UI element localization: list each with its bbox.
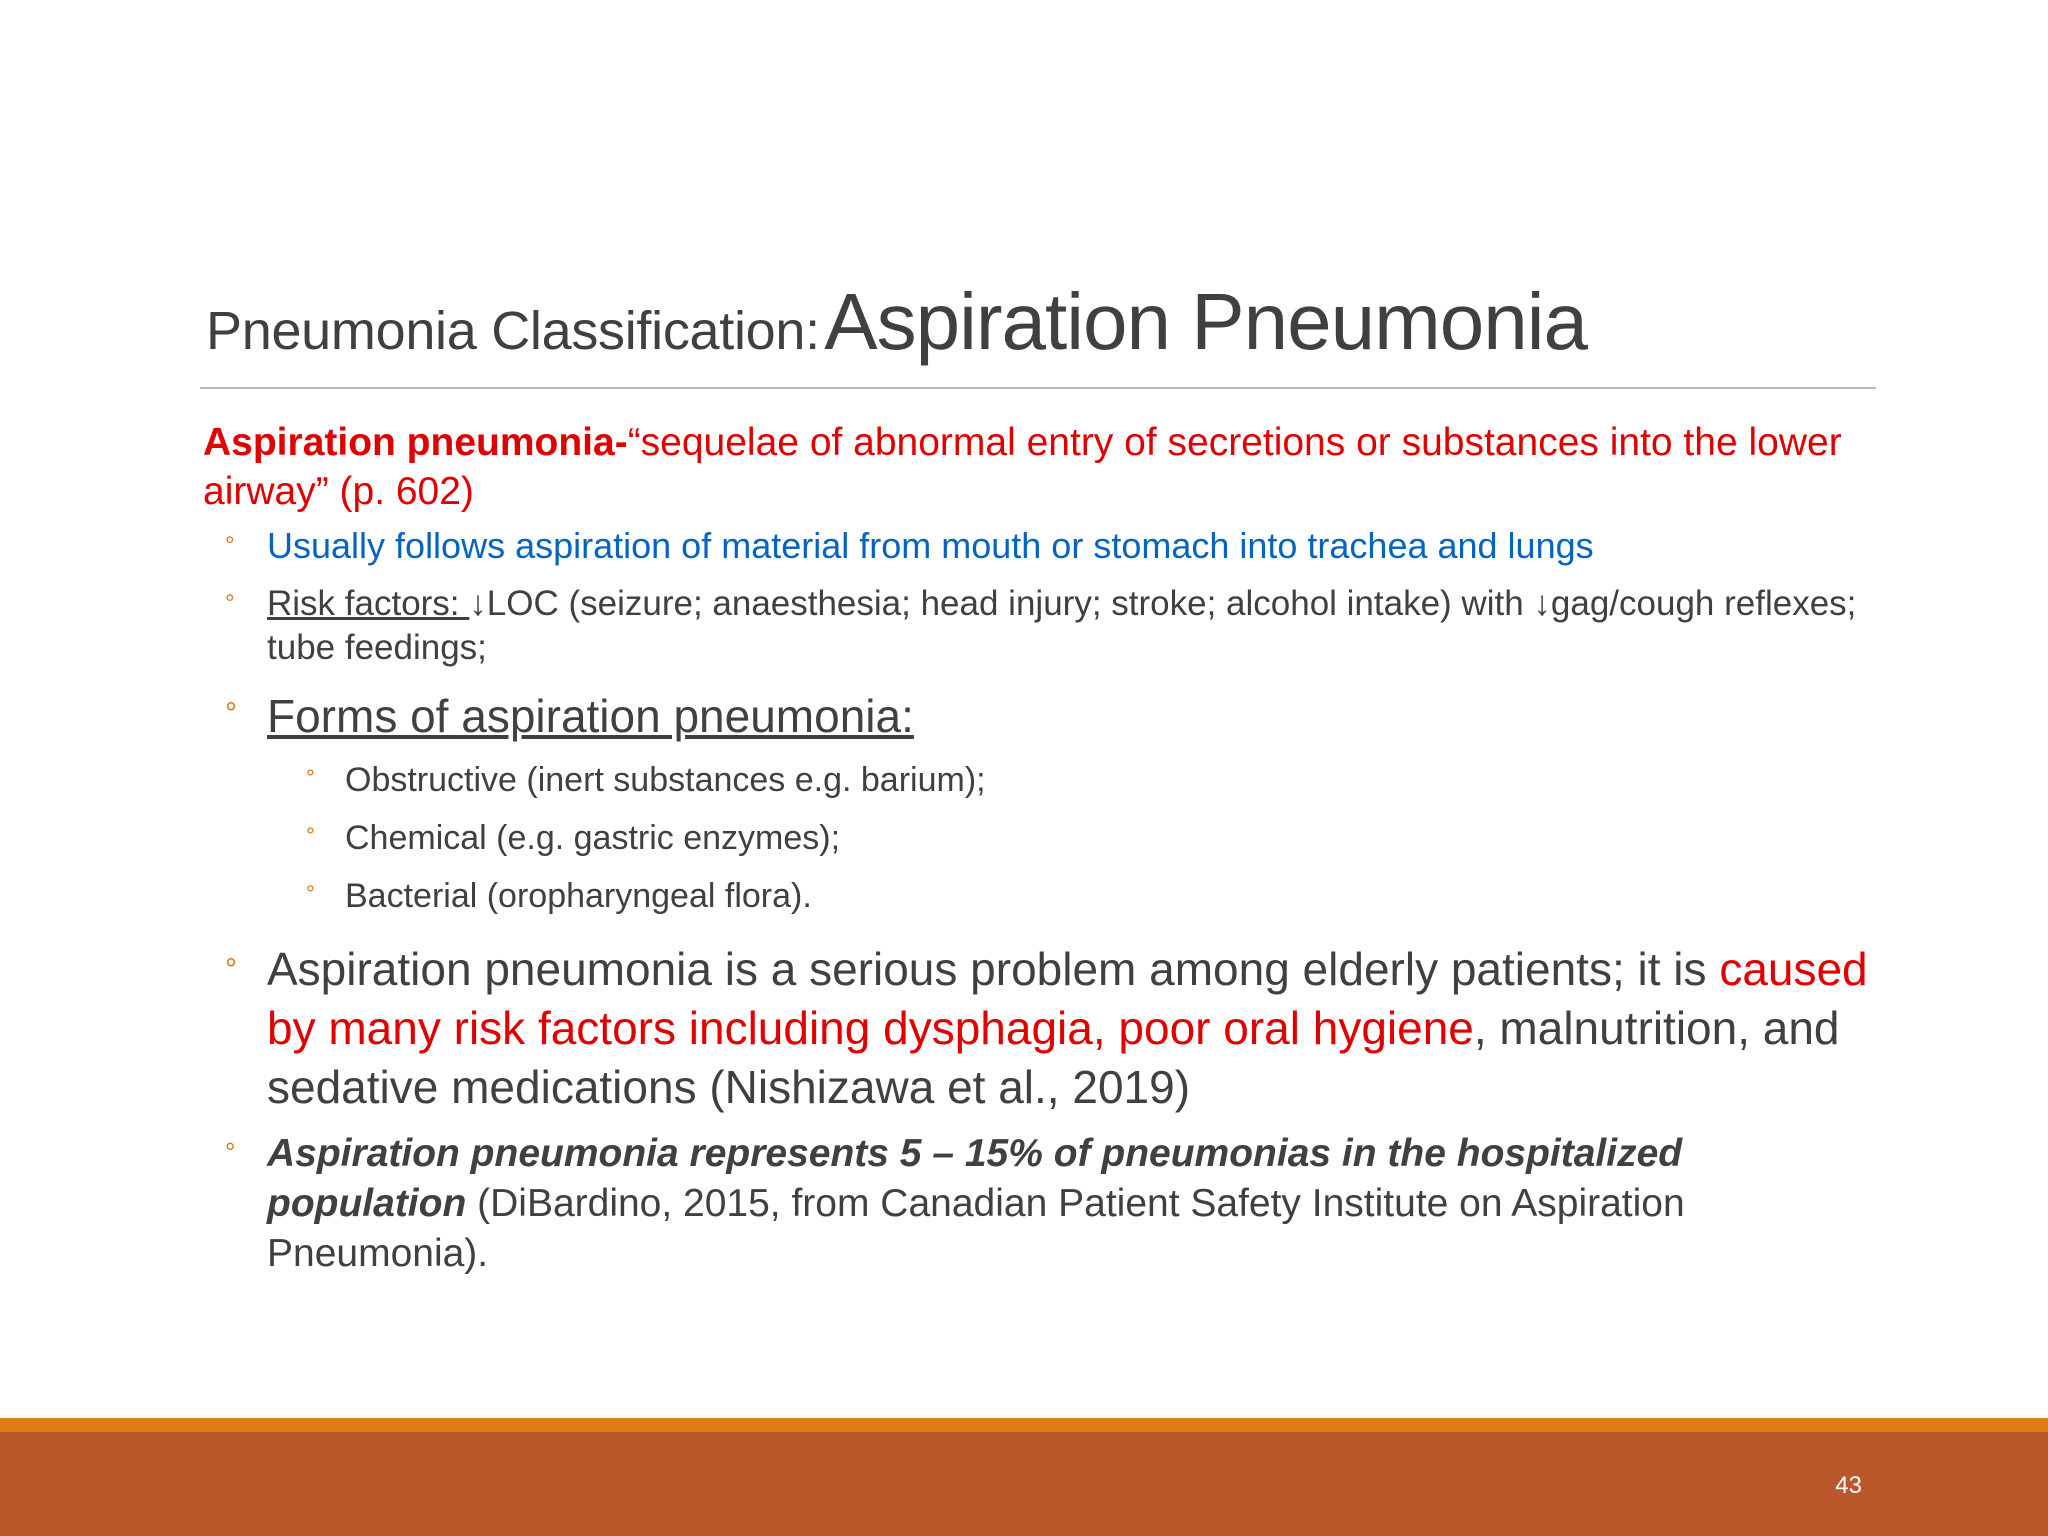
bullet-statistic	[203, 1129, 1883, 1279]
bullet-follows	[203, 524, 1883, 568]
elderly-text-end: , malnutrition, and sedative medications (Nishizawa et al., 2019)	[267, 1002, 1840, 1113]
forms-label: Forms of aspiration pneumonia:	[267, 690, 914, 742]
bullet-icon: °	[225, 590, 235, 617]
bullet-risk-factors	[203, 582, 1883, 670]
title-divider	[200, 387, 1876, 389]
elderly-text-highlight: caused by many risk factors including dysphagia, poor oral hygiene	[267, 943, 1868, 1054]
title-prefix: Pneumonia Classification:	[206, 301, 820, 361]
sub-bullet-chemical	[203, 816, 1883, 860]
definition-term: Aspiration pneumonia-	[203, 421, 628, 464]
elderly-text-start: Aspiration pneumonia is a serious problem among elderly patients; it is	[267, 943, 1720, 995]
sub-bullet-text: Obstructive (inert substances e.g. barium);	[345, 761, 986, 799]
slide-title	[206, 277, 1866, 366]
risk-factors-text: ↓LOC (seizure; anaesthesia; head injury; stroke; alcohol intake) with ↓gag/cough reflexes; tube feedings;	[267, 584, 1857, 667]
footer-accent-line	[0, 1418, 2048, 1432]
sub-bullet-obstructive	[203, 758, 1883, 802]
sub-bullet-text: Chemical (e.g. gastric enzymes);	[345, 819, 841, 857]
slide-body	[203, 418, 1883, 1279]
bullet-icon: °	[225, 532, 235, 559]
statistic-emphasis: Aspiration pneumonia represents 5 – 15% of pneumonias in the hospitalized population	[267, 1132, 1683, 1225]
bullet-forms	[203, 688, 1883, 744]
page-number: 43	[1835, 1472, 1862, 1499]
bullet-list	[203, 524, 1883, 1279]
bullet-icon: °	[225, 953, 237, 986]
title-main: Aspiration Pneumonia	[824, 277, 1587, 366]
bullet-elderly	[203, 940, 1883, 1117]
sub-bullet-bacterial	[203, 874, 1883, 918]
bullet-icon: °	[225, 697, 237, 730]
bullet-follows-text: Usually follows aspiration of material from mouth or stomach into trachea and lungs	[267, 525, 1594, 566]
bullet-icon: °	[225, 1137, 236, 1167]
sub-bullet-icon: °	[306, 881, 315, 906]
sub-bullet-text: Bacterial (oropharyngeal flora).	[345, 877, 812, 915]
sub-bullet-icon: °	[306, 765, 315, 790]
definition-text: “sequelae of abnormal entry of secretions or substances into the lower airway” (p. 602)	[203, 421, 1842, 513]
footer-bar	[0, 1432, 2048, 1536]
risk-factors-label: Risk factors:	[267, 584, 470, 623]
sub-bullet-icon: °	[306, 823, 315, 848]
statistic-citation: (DiBardino, 2015, from Canadian Patient Safety Institute on Aspiration Pneumonia).	[267, 1182, 1685, 1275]
definition-paragraph	[203, 418, 1883, 516]
